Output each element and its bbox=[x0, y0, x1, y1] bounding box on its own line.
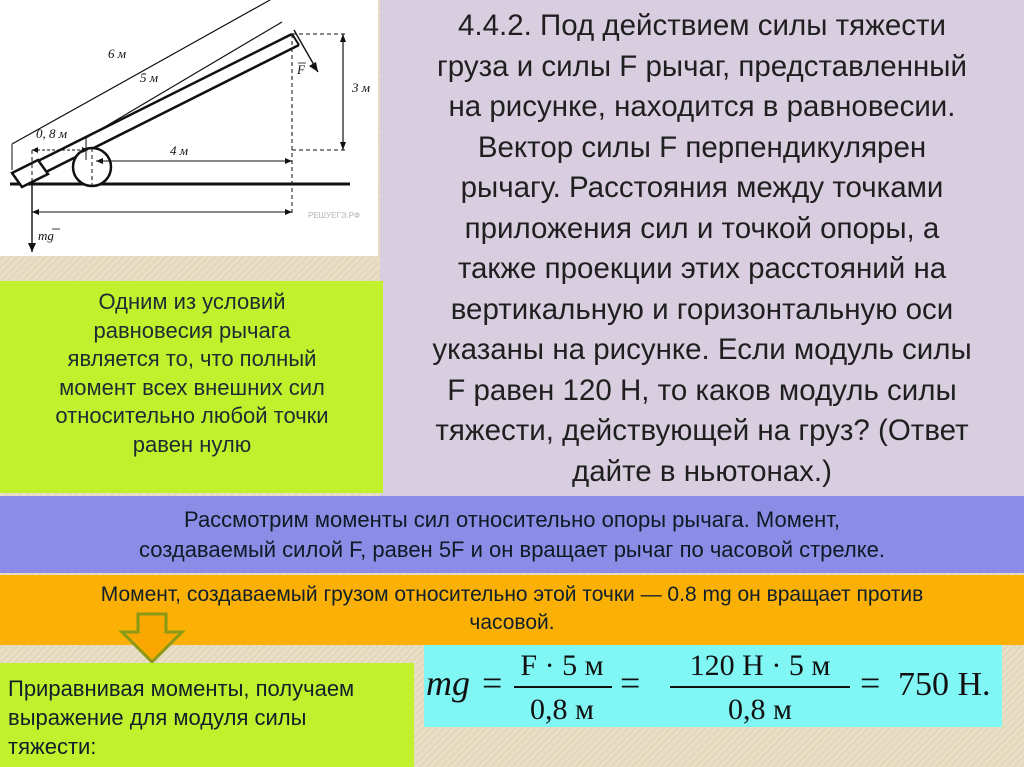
formula-f2-den: 0,8 м bbox=[728, 693, 792, 726]
formula-rhs: 750 Н. bbox=[898, 666, 991, 703]
problem-line: на рисунке, находится в равновесии. bbox=[448, 90, 956, 123]
formula-f1-num: F · 5 м bbox=[520, 649, 604, 682]
problem-line: приложения сил и точкой опоры, а bbox=[464, 211, 940, 245]
formula-f1-den: 0,8 м bbox=[530, 693, 594, 726]
formula-eq-2: = bbox=[620, 663, 641, 703]
result-line: тяжести: bbox=[8, 734, 97, 759]
result-line: Приравнивая моменты, получаем bbox=[8, 676, 355, 701]
problem-line: тяжести, действующей на груз? (Ответ bbox=[435, 414, 969, 447]
down-arrow-icon bbox=[118, 612, 188, 666]
problem-line: дайте в ньютонах.) bbox=[572, 454, 832, 488]
problem-line: рычагу. Расстояния между точками bbox=[460, 171, 944, 204]
condition-line: равен нулю bbox=[132, 431, 252, 457]
moment-line: создаваемый силой F, равен 5F и он вращает рычаг по часовой стрелке. bbox=[139, 537, 885, 562]
problem-line: F равен 120 Н, то каков модуль силы bbox=[447, 373, 957, 407]
formula bbox=[424, 645, 1002, 727]
problem-line: 4.4.2. Под действием силы тяжести bbox=[458, 9, 946, 42]
label-3m: 3 м bbox=[352, 80, 371, 95]
label-5m: 5 м bbox=[140, 70, 159, 85]
problem-text bbox=[386, 6, 1018, 492]
condition-line: равновесия рычага bbox=[93, 317, 291, 343]
label-mg: mg bbox=[38, 228, 54, 243]
problem-line: Вектор силы F перпендикулярен bbox=[477, 130, 927, 164]
moment-line: Рассмотрим моменты сил относительно опоры рычага. Момент, bbox=[184, 507, 840, 532]
condition-text bbox=[6, 288, 378, 459]
moment-text bbox=[16, 505, 1008, 565]
condition-line: Одним из условий bbox=[98, 289, 286, 314]
lever-upper bbox=[14, 34, 292, 173]
formula-f2-num: 120 Н · 5 м bbox=[689, 649, 831, 682]
load-line: Момент, создаваемый грузом относительно этой точки — 0.8 mg он вращает против bbox=[100, 583, 924, 606]
condition-line: относительно любой точки bbox=[55, 403, 329, 428]
label-6m: 6 м bbox=[108, 46, 127, 61]
support-roller bbox=[73, 148, 111, 186]
label-08m: 0, 8 м bbox=[36, 126, 68, 141]
result-line: выражение для модуля силы bbox=[8, 705, 307, 730]
load-line: часовой. bbox=[469, 611, 555, 634]
dim-5m-line bbox=[86, 22, 282, 138]
watermark-text: РЕШУЕГЭ.РФ bbox=[308, 211, 361, 220]
problem-line: указаны на рисунке. Если модуль силы bbox=[432, 333, 972, 366]
problem-line: также проекции этих расстояний на bbox=[457, 252, 947, 285]
problem-line: груза и силы F рычаг, представленный bbox=[437, 49, 967, 83]
formula-eq-1: = bbox=[482, 663, 503, 703]
label-4m: 4 м bbox=[170, 143, 189, 158]
formula-eq-3: = bbox=[860, 663, 881, 703]
result-text bbox=[8, 674, 412, 761]
condition-line: момент всех внешних сил bbox=[59, 374, 325, 400]
label-f: F bbox=[297, 62, 305, 77]
problem-line: вертикальную и горизонтальную оси bbox=[450, 292, 954, 326]
condition-line: является то, что полный bbox=[67, 346, 317, 371]
formula-lhs: mg bbox=[426, 663, 470, 703]
